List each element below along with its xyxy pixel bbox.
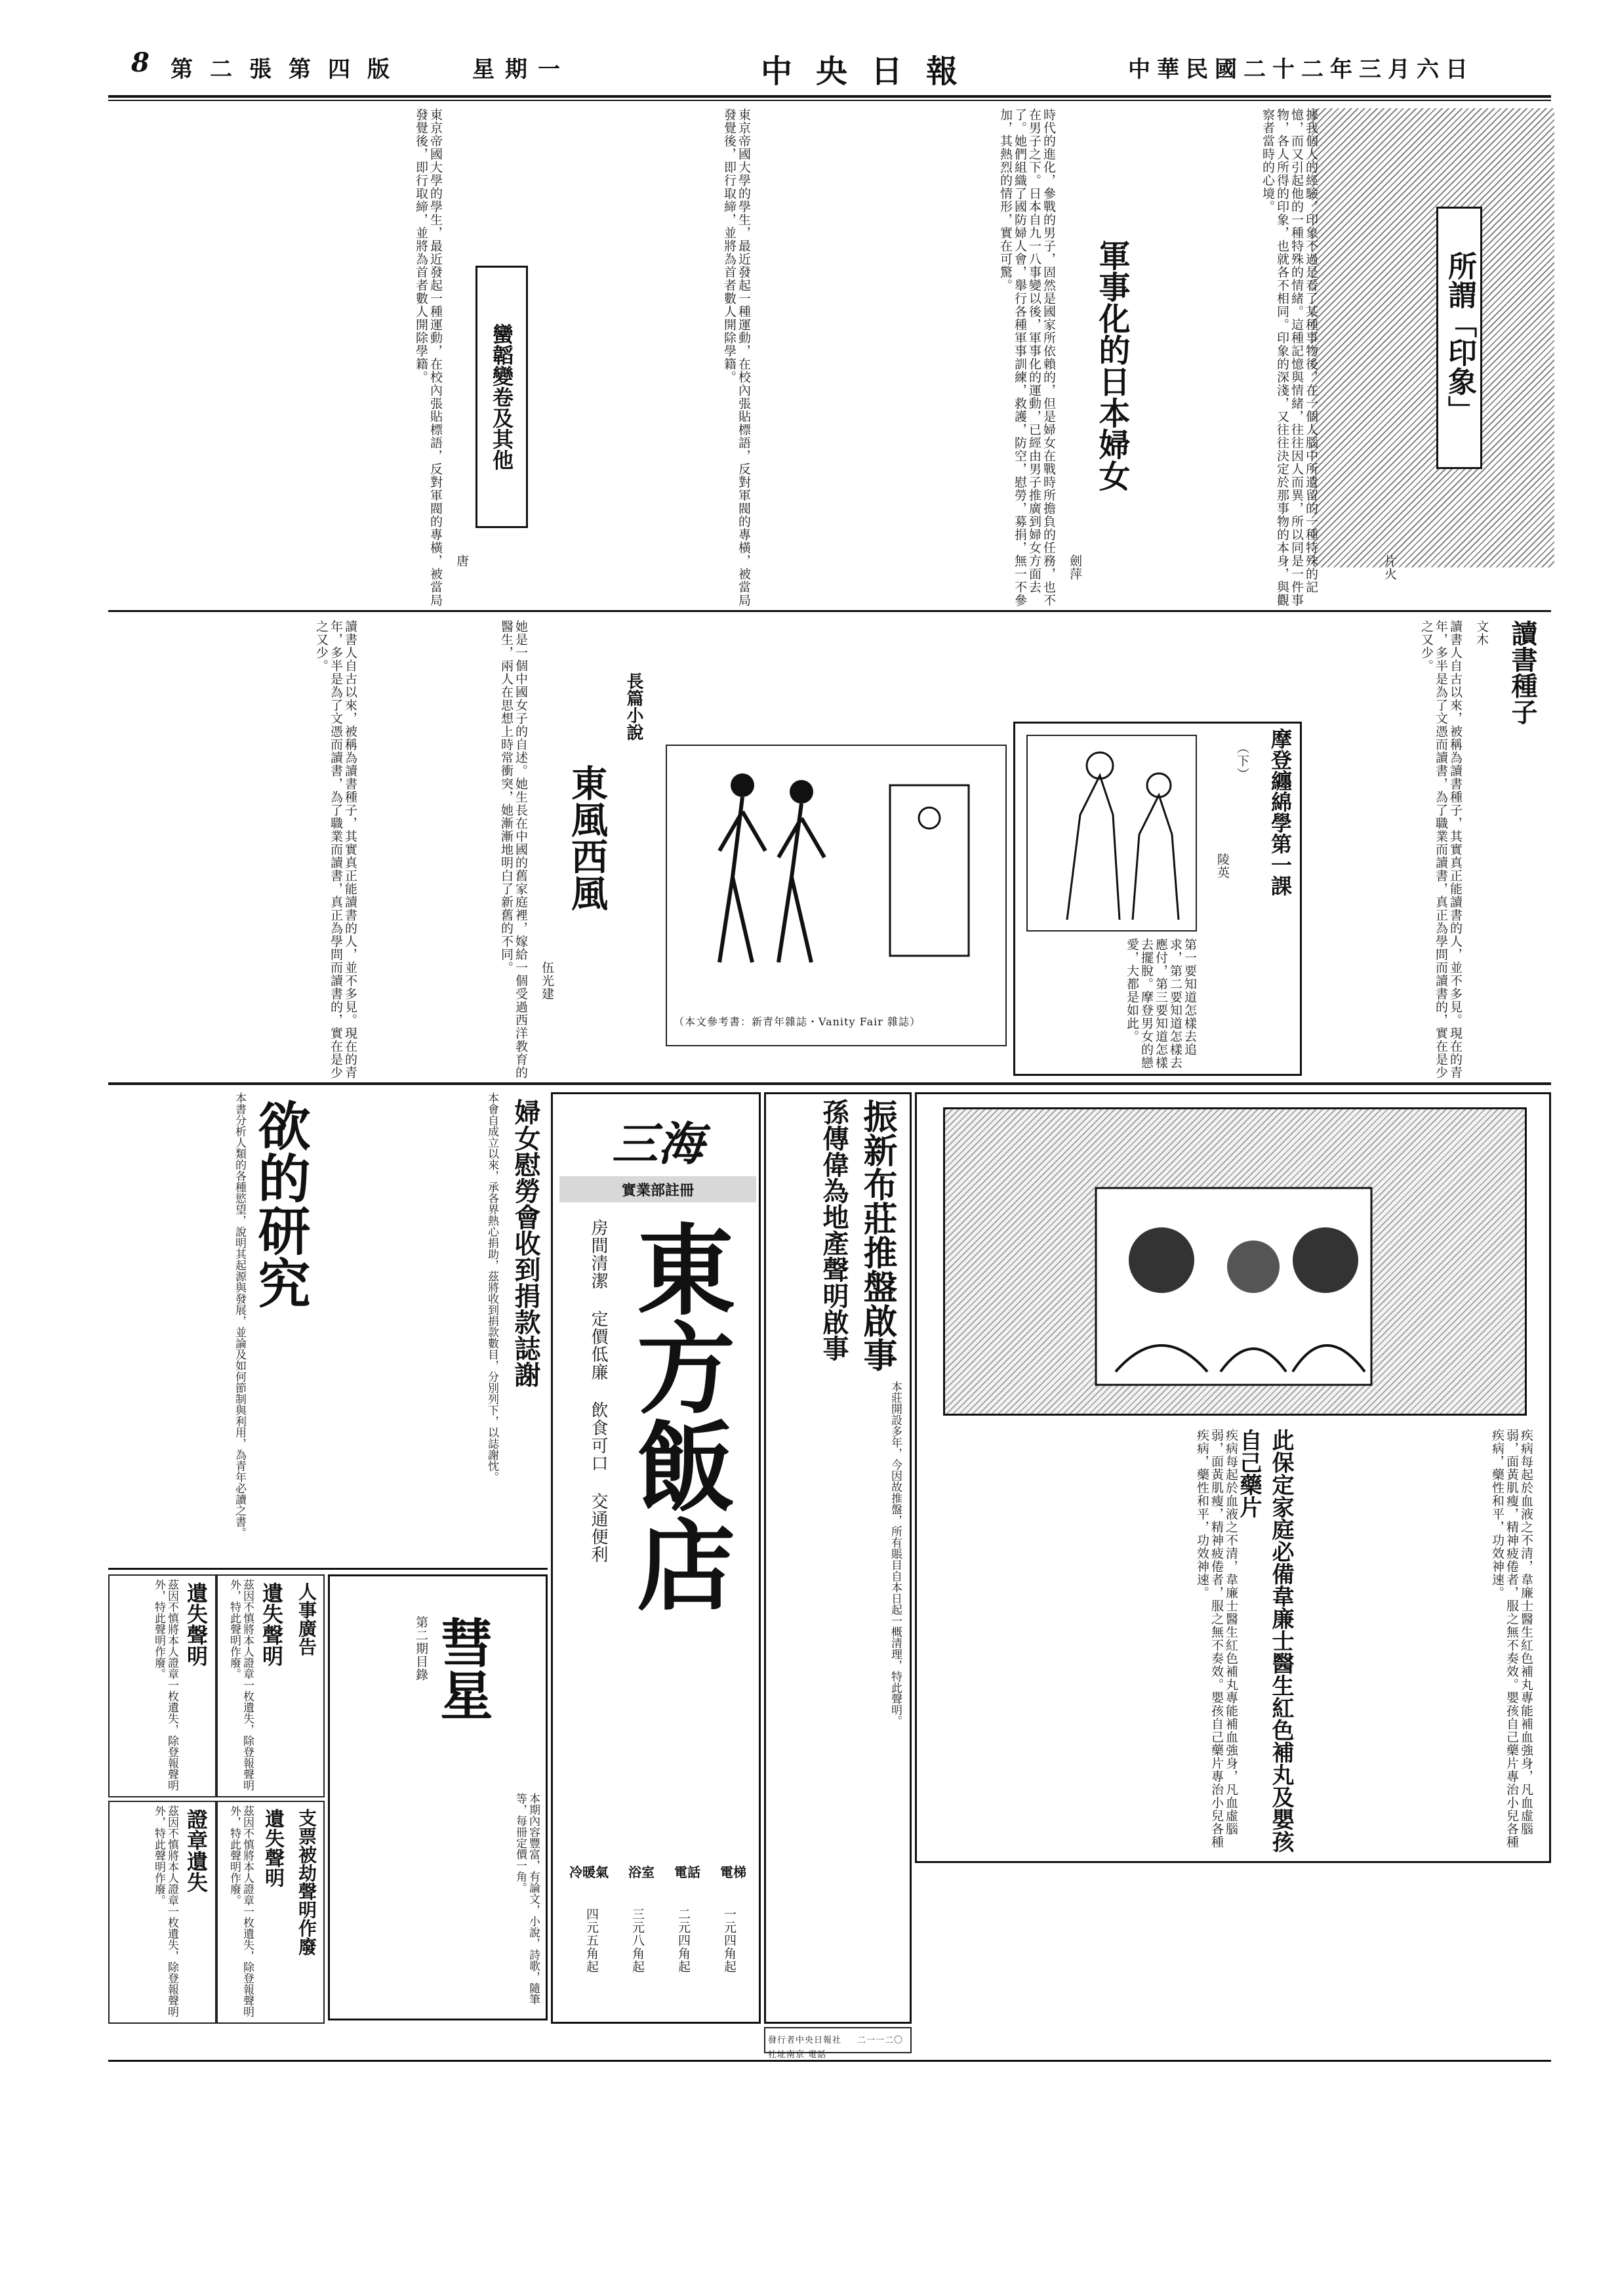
paper-name: 中央日報	[761, 53, 982, 90]
star-label: 第二期目錄	[414, 1616, 428, 1681]
bottom-rule	[108, 2060, 1551, 2062]
left-strip-text: 讀書人自古以來，被稱為讀書種子，其實真正能讀書的人，並不多見。現在的青年，多半是為了文憑而讀書，為了職業而讀書，真正為學問而讀書的，實在是少之又少。	[314, 620, 357, 1079]
hotel-sidebar: 房間清潔 定價低廉 飲食可口 交通便利	[588, 1219, 608, 1563]
military-women-body: 時代的進化，參戰的男子，固然是國家所依賴的，但是婦女在戰時所擔負的任務，也不在男子之下。日本自九一八事變以後，軍事化的運動，已經由男子推廣到婦女方面去了。她們組織了國防婦人會，舉行各種軍事訓練，救護，防空，慰勞，募捐，無一不參加，其熱烈的情形，實在可驚。	[998, 108, 1056, 607]
column-title: 所謂「印象」	[1436, 207, 1482, 469]
notice-c-title: 證章遺失	[184, 1809, 209, 1893]
hotel-rate: 一元四角起	[722, 1908, 737, 1973]
lost-notices	[108, 1574, 325, 2027]
notice-e-title: 遺失聲明	[261, 1809, 284, 1887]
research-title: 欲的研究	[249, 1099, 311, 1309]
column-author: 片火	[1383, 554, 1397, 581]
publisher-phone: 二一一二〇	[857, 2036, 904, 2045]
date: 中華民國二十二年三月六日	[1128, 56, 1474, 83]
novel-body: 她是一個中國女子的自述。她生長在中國的舊家庭裡，嫁給一個受過西洋教育的醫生，兩人在思想上時常衝突，她漸漸地明白了新舊的不同。	[499, 620, 528, 1079]
notice-box	[216, 1574, 325, 1797]
illustration-caption: （本文參考書：新青年雜誌・Vanity Fair 雜誌）	[674, 1015, 921, 1028]
military-women-title: 軍事化的日本婦女	[1093, 239, 1130, 491]
tiny-news-author: 唐	[455, 554, 469, 567]
hotel-features	[559, 1862, 756, 1901]
weekday: 星期一	[472, 56, 571, 83]
publisher-text: 發行者中央日報社 社址南京 電話	[768, 2036, 842, 2060]
novel-article	[364, 620, 662, 1079]
page-number: 8	[131, 47, 150, 78]
relief-body: 本會自成立以來，承各界熱心捐助，茲將收到捐款數目，分別列下，以誌謝忱。	[485, 1092, 498, 1483]
medicine-illustration	[943, 1107, 1527, 1416]
shop-ad	[764, 1092, 912, 2024]
military-women-article	[761, 108, 1154, 607]
shop-ad-body: 本莊開設多年，今因故推盤，所有賬目自本日起一概清理，特此聲明。	[889, 1381, 902, 1727]
medicine-title: 此保定家庭必備韋廉士醫生紅色補丸及嬰孩自己藥片	[1236, 1429, 1294, 1853]
notice-c-body: 茲因不慎將本人證章一枚遺失，除登報聲明外，特此聲明作廢。	[152, 1805, 178, 2017]
hotel-rate: 二元四角起	[676, 1908, 691, 1973]
hotel-feature: 電話	[674, 1864, 700, 1880]
sheet-label: 第二張第四版	[171, 56, 407, 83]
notice-d-title: 支票被劫聲明作廢	[296, 1809, 317, 1956]
notice-b-body: 茲因不慎將本人證章一枚遺失，除登報聲明外，特此聲明作廢。	[228, 1579, 254, 1791]
novel-author: 伍光建	[540, 961, 554, 1000]
modern-skill-subtitle: （下）	[1235, 741, 1249, 781]
masthead-rule	[108, 95, 1551, 98]
low-rule	[108, 1568, 548, 1570]
notice-b-title: 遺失聲明	[259, 1582, 284, 1666]
notice-box	[108, 1574, 216, 1797]
reading-author: 文木	[1474, 620, 1489, 646]
impression-column	[1161, 108, 1554, 607]
hotel-rates	[559, 1908, 756, 2019]
couple-illustration	[1028, 736, 1198, 933]
star-body: 本期內容豐富，有論文，小說，詩歌，隨筆等，每冊定價一角。	[514, 1793, 540, 2005]
relief-title: 婦女慰勞會收到捐款誌謝	[510, 1099, 541, 1387]
modern-skill-illustration	[1026, 735, 1197, 932]
notice-f-title: 人事廣告	[296, 1582, 317, 1656]
reading-article	[1305, 620, 1551, 1079]
notice-d-body: 茲因不慎將本人證章一枚遺失，除登報聲明外，特此聲明作廢。	[228, 1805, 254, 2017]
hotel-rate: 三元八角起	[630, 1908, 645, 1973]
military-women-author: 劍萍	[1068, 554, 1082, 581]
novel-title: 東風西風	[565, 764, 609, 911]
shop-ad-header: 振新布莊推盤啟事	[857, 1099, 897, 1372]
notice-a-body: 茲因不慎將本人證章一枚遺失，除登報聲明外，特此聲明作廢。	[152, 1579, 178, 1791]
notice-a-title: 遺失聲明	[184, 1582, 209, 1666]
research-ad	[108, 1092, 325, 1565]
reading-title: 讀書種子	[1507, 620, 1538, 725]
modern-skill-body: 第一要知道怎樣去追求，第二要知道怎樣去應付，第三要知道怎樣去擺脫。摩登男女的戀愛，大都是如此。	[1125, 938, 1197, 1069]
shop-ad-sub: 孫傳偉為地產聲明啟事	[818, 1099, 849, 1361]
tiny-news-body: 東京帝國大學的學生，最近發起一種運動，在校內張貼標語，反對軍閥的專橫，被當局發覺後，即行取締，並將為首者數人開除學籍。	[414, 108, 443, 607]
upper-rule	[108, 610, 1551, 612]
medicine-body: 疾病每起於血液之不清，韋廉士醫生紅色補丸專能補血強身，凡血虛腦弱，面黃肌瘦，精神疲倦者，服之無不奏效。嬰孩自己藥片專治小兒各種疾病，藥性和平，功效神速。	[1490, 1429, 1533, 1849]
star-ad	[328, 1574, 548, 2020]
modern-skill-article	[1013, 722, 1302, 1076]
hotel-feature: 浴室	[628, 1864, 655, 1880]
publisher-box	[764, 2027, 912, 2060]
modern-skill-title: 摩登纏綿學第一課	[1268, 728, 1293, 896]
notice-box	[216, 1801, 325, 2024]
hotel-name: 東方飯店	[620, 1219, 735, 1612]
masthead	[131, 46, 1574, 92]
walking-figures-drawing	[667, 746, 1005, 1008]
reading-body: 讀書人自古以來，被稱為讀書種子，其實真正能讀書的人，並不多見。現在的青年，多半是為了文憑而讀書，為了職業而讀書，真正為學問而讀書的，實在是少之又少。	[1419, 620, 1463, 1079]
modern-skill-author: 陵英	[1215, 853, 1230, 879]
column-header-art	[1312, 108, 1554, 567]
doctors-portrait-art	[945, 1109, 1525, 1414]
tiny-news-title: 蠻韜變卷及其他	[475, 266, 528, 528]
medicine-ad	[915, 1092, 1551, 1863]
research-body: 本書分析人類的各種慾望，說明其起源與發展，並論及如何節制與利用，為青年必讀之書。	[233, 1092, 246, 1538]
figures-illustration	[666, 745, 1007, 1046]
mid-rule	[108, 1082, 1551, 1085]
tiny-news-body-2: 東京帝國大學的學生，最近發起一種運動，在校內張貼標語，反對軍閥的專橫，被當局發覺後，即行取締，並將為首者數人開除學籍。	[722, 108, 751, 607]
tiny-news	[108, 108, 758, 607]
column-body: 據我個人的經驗，印象不過是看了某種事物後，在一個人腦中所遺留的一種特殊的記憶，而又引起他的一種特殊的情緒。這種記憶與情緒，往往因人而異，所以同是一件事物，各人所得的印象，也就各不相同。印象的深淺，又往往決定於那事物的本身，與觀察者當時的心境。	[1261, 108, 1318, 607]
hotel-feature: 冷暖氣	[569, 1864, 609, 1880]
star-title: 彗星	[432, 1616, 493, 1721]
hotel-ad	[551, 1092, 761, 2024]
hotel-rate: 四元五角起	[584, 1908, 599, 1973]
medicine-body-2: 疾病每起於血液之不清，韋廉士醫生紅色補丸專能補血強身，凡血虛腦弱，面黃肌瘦，精神疲倦者，服之無不奏效。嬰孩自己藥片專治小兒各種疾病，藥性和平，功效神速。	[1195, 1429, 1238, 1849]
notice-box	[108, 1801, 216, 2024]
hotel-subtitle: 實業部註冊	[559, 1176, 756, 1202]
novel-label: 長篇小說	[624, 672, 643, 741]
masthead-rule-2	[108, 100, 1551, 101]
relief-notice	[328, 1092, 548, 1565]
hotel-top-label: 三海	[612, 1116, 704, 1171]
hotel-feature: 電梯	[720, 1864, 746, 1880]
